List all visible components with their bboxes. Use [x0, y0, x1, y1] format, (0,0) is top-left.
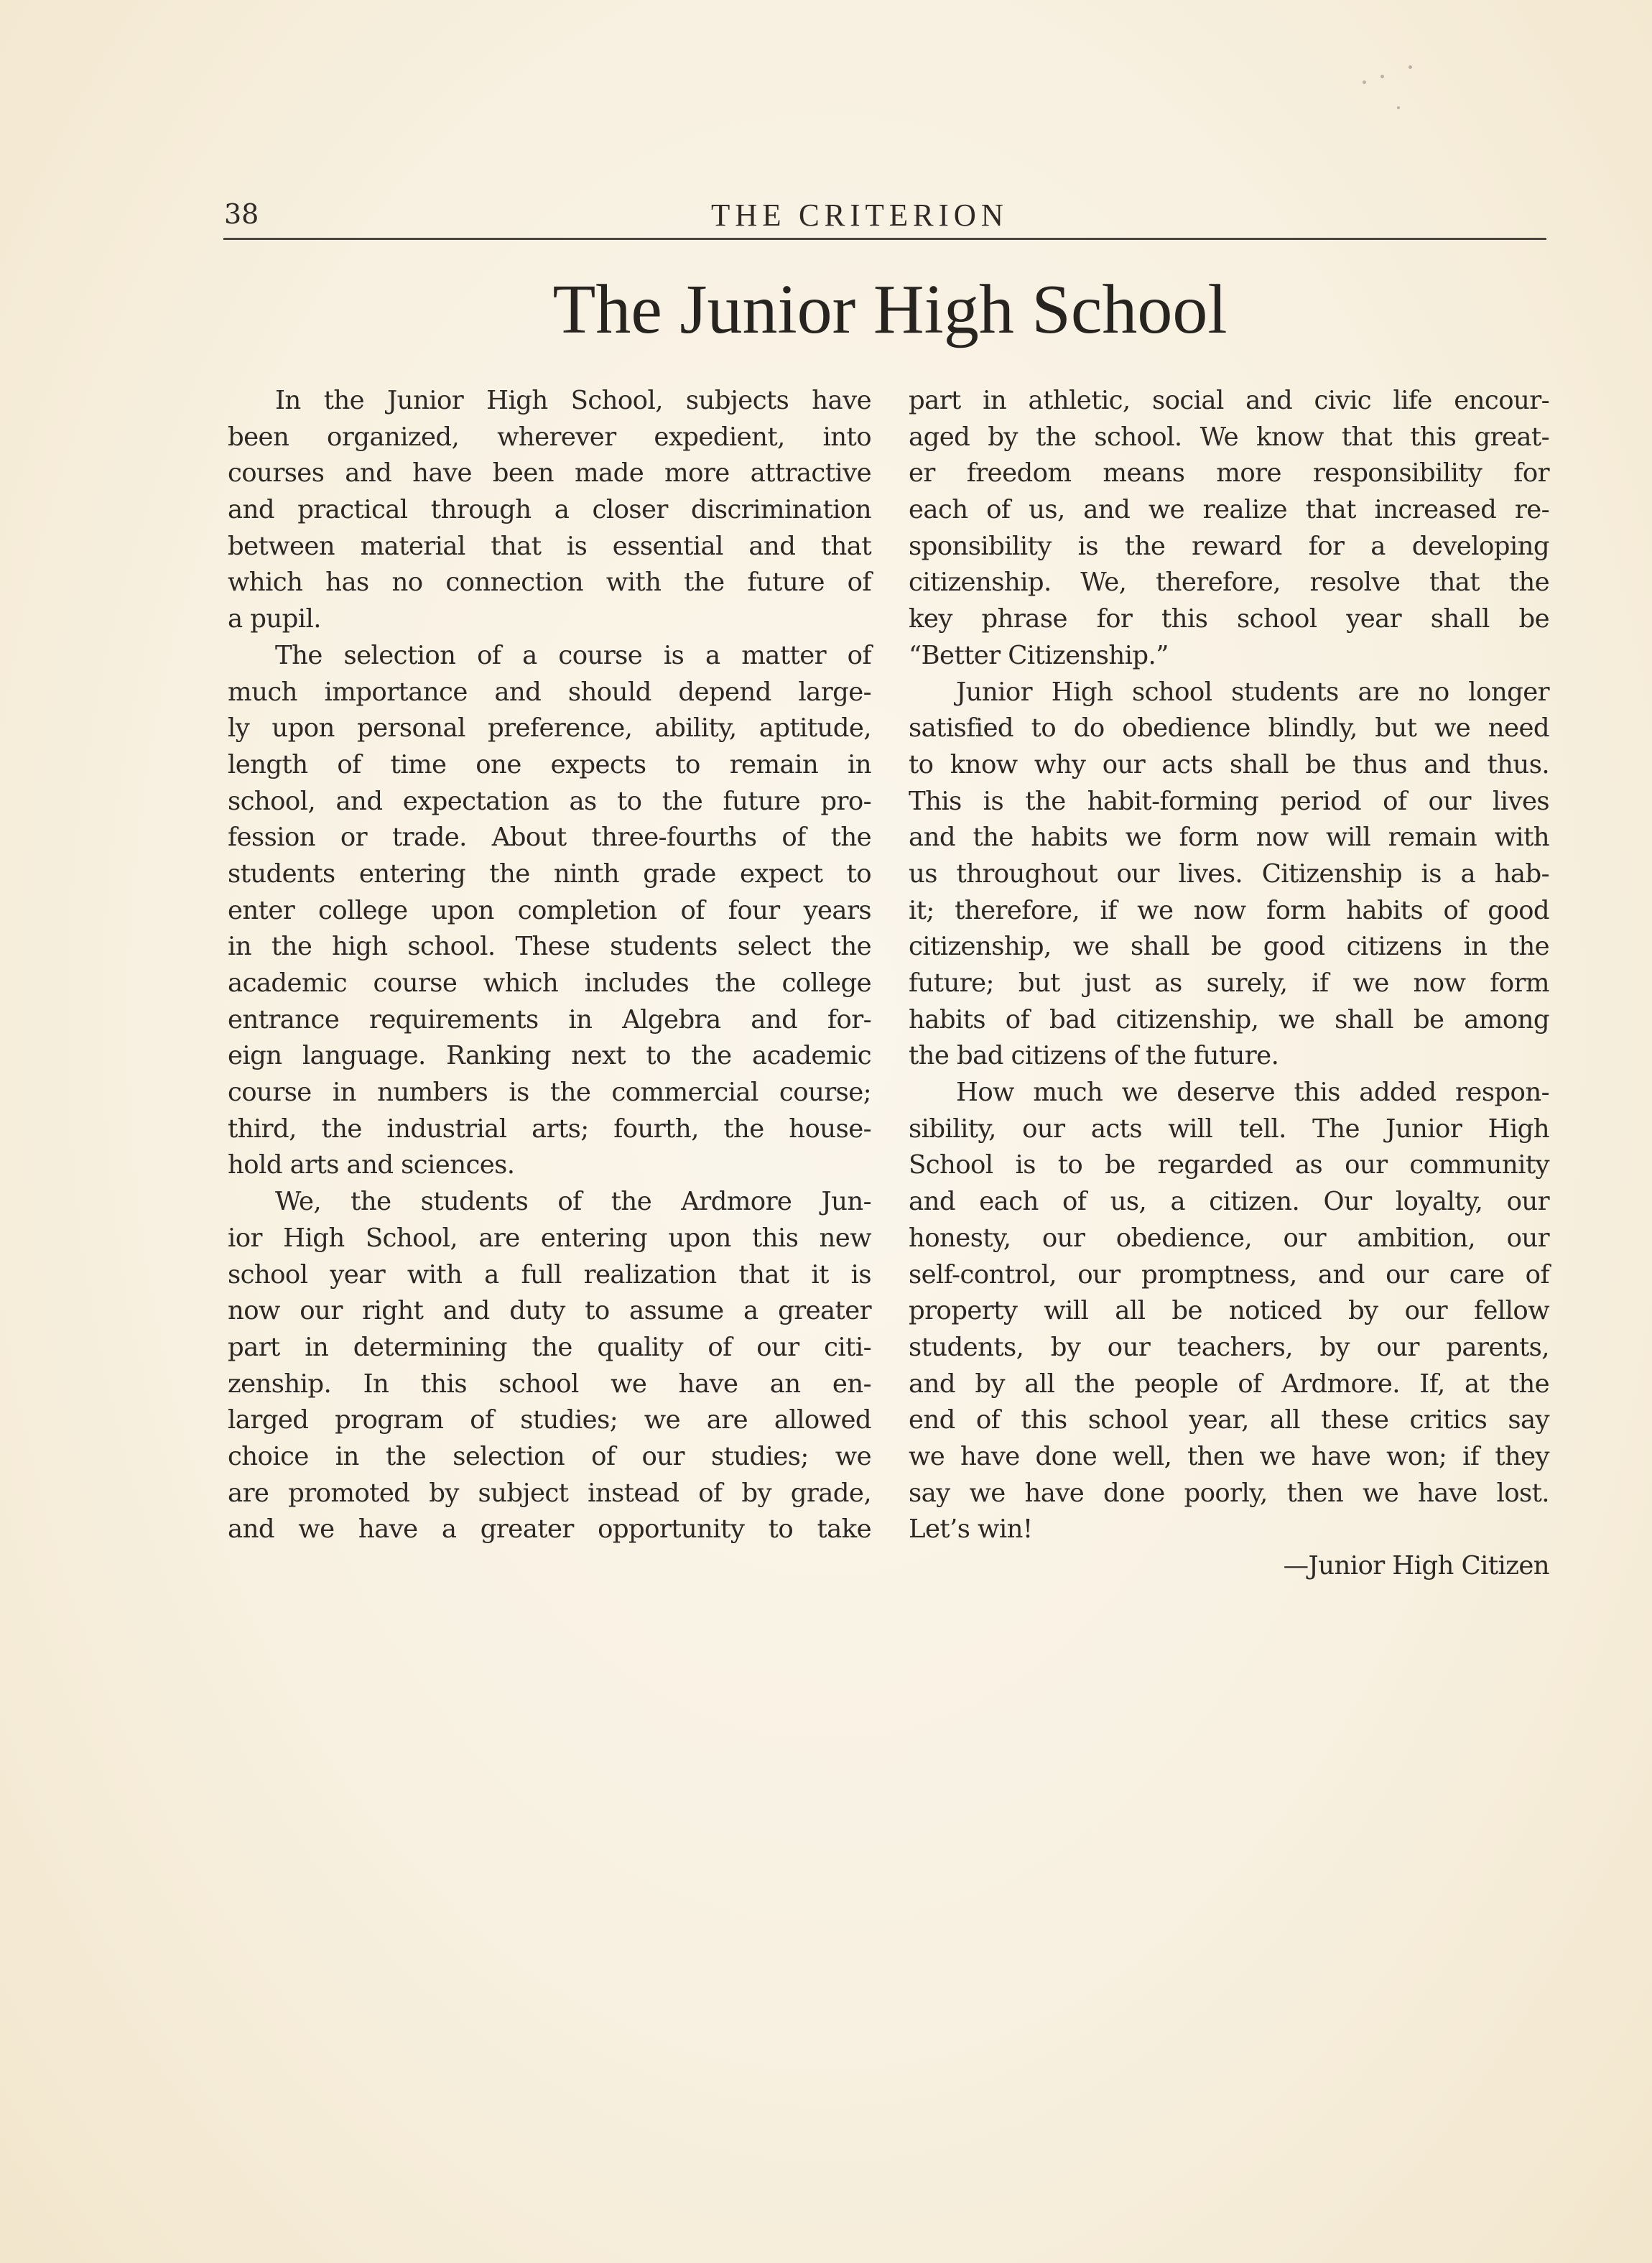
- paper-speck: [1397, 106, 1400, 109]
- text-line: sibility, our acts will tell. The Junior High: [909, 1114, 1549, 1144]
- text-line: future; but just as surely, if we now form: [909, 968, 1549, 998]
- text-line: to know why our acts shall be thus and thus.: [909, 749, 1549, 779]
- text-line: In the Junior High School, subjects have: [275, 386, 871, 415]
- text-line: it; therefore, if we now form habits of good: [909, 895, 1549, 925]
- page-number: 38: [224, 198, 259, 230]
- text-line: er freedom means more responsibility for: [909, 458, 1549, 489]
- text-line: are promoted by subject instead of by grade,: [228, 1478, 871, 1508]
- text-line: between material that is essential and that: [228, 531, 871, 561]
- text-line: eign language. Ranking next to the academic: [228, 1041, 871, 1071]
- header-rule-divider: [223, 238, 1546, 240]
- paper-speck: [1409, 65, 1412, 69]
- text-line: students, by our teachers, by our parents,: [909, 1332, 1549, 1362]
- text-line: School is to be regarded as our community: [909, 1150, 1549, 1180]
- text-line: in the high school. These students select the: [228, 932, 871, 962]
- text-line: length of time one expects to remain in: [228, 749, 871, 779]
- text-line: larged program of studies; we are allowed: [228, 1405, 871, 1435]
- text-line: third, the industrial arts; fourth, the house-: [228, 1114, 871, 1144]
- text-line: This is the habit-forming period of our lives: [909, 786, 1549, 816]
- text-line: each of us, and we realize that increased re-: [909, 495, 1549, 525]
- text-line: “Better Citizenship.”: [909, 640, 1169, 670]
- text-line: now our right and duty to assume a greater: [228, 1296, 871, 1326]
- text-line: school, and expectation as to the future pro-: [228, 786, 871, 816]
- article-signature: —Junior High Citizen: [1283, 1551, 1549, 1581]
- text-line: zenship. In this school we have an en-: [228, 1369, 871, 1399]
- text-line: and each of us, a citizen. Our loyalty, our: [909, 1187, 1549, 1217]
- text-line: fession or trade. About three-fourths of the: [228, 823, 871, 853]
- text-line: and the habits we form now will remain with: [909, 823, 1549, 853]
- article-left-column: [228, 383, 871, 1548]
- text-line: part in determining the quality of our citi-: [228, 1332, 871, 1362]
- text-line: Junior High school students are no longer: [956, 677, 1549, 707]
- text-line: key phrase for this school year shall be: [909, 604, 1549, 634]
- text-line: us throughout our lives. Citizenship is a hab-: [909, 859, 1549, 889]
- running-header-title: THE CRITERION: [711, 198, 1008, 233]
- text-line: self-control, our promptness, and our care of: [909, 1259, 1549, 1290]
- text-line: property will all be noticed by our fellow: [909, 1296, 1549, 1326]
- paper-speck: [1363, 80, 1366, 84]
- text-line: How much we deserve this added respon-: [956, 1078, 1549, 1108]
- text-line: choice in the selection of our studies; we: [228, 1441, 871, 1471]
- text-line: students entering the ninth grade expect to: [228, 859, 871, 889]
- paper-speck: [1380, 75, 1384, 78]
- article-title: The Junior High School: [552, 271, 1228, 348]
- text-line: the bad citizens of the future.: [909, 1041, 1279, 1071]
- text-line: citizenship. We, therefore, resolve that the: [909, 568, 1549, 598]
- text-line: The selection of a course is a matter of: [275, 640, 871, 670]
- text-line: school year with a full realization that it is: [228, 1259, 871, 1290]
- text-line: and practical through a closer discrimination: [228, 495, 871, 525]
- text-line: and we have a greater opportunity to take: [228, 1514, 871, 1545]
- text-line: habits of bad citizenship, we shall be among: [909, 1004, 1549, 1035]
- text-line: say we have done poorly, then we have lost.: [909, 1478, 1549, 1508]
- text-line: We, the students of the Ardmore Jun-: [275, 1187, 871, 1217]
- text-line: courses and have been made more attractive: [228, 458, 871, 489]
- text-line: course in numbers is the commercial course;: [228, 1078, 871, 1108]
- text-line: we have done well, then we have won; if they: [909, 1441, 1549, 1471]
- text-line: ior High School, are entering upon this new: [228, 1223, 871, 1253]
- text-line: part in athletic, social and civic life encour-: [909, 386, 1549, 415]
- text-line: a pupil.: [228, 604, 321, 634]
- text-line: sponsibility is the reward for a developing: [909, 531, 1549, 561]
- text-line: end of this school year, all these critics say: [909, 1405, 1549, 1435]
- text-line: much importance and should depend large-: [228, 677, 871, 707]
- text-line: been organized, wherever expedient, into: [228, 422, 871, 452]
- text-line: hold arts and sciences.: [228, 1150, 515, 1180]
- article-right-column: [909, 383, 1549, 1585]
- text-line: and by all the people of Ardmore. If, at the: [909, 1369, 1549, 1399]
- text-line: enter college upon completion of four years: [228, 895, 871, 925]
- text-line: academic course which includes the college: [228, 968, 871, 998]
- text-line: ly upon personal preference, ability, aptitude,: [228, 713, 871, 744]
- text-line: satisfied to do obedience blindly, but we need: [909, 713, 1549, 744]
- text-line: honesty, our obedience, our ambition, our: [909, 1223, 1549, 1253]
- text-line: aged by the school. We know that this great-: [909, 422, 1549, 452]
- text-line: Let’s win!: [909, 1514, 1033, 1545]
- text-line: entrance requirements in Algebra and for-: [228, 1004, 871, 1035]
- text-line: citizenship, we shall be good citizens in the: [909, 932, 1549, 962]
- text-line: which has no connection with the future of: [228, 568, 871, 598]
